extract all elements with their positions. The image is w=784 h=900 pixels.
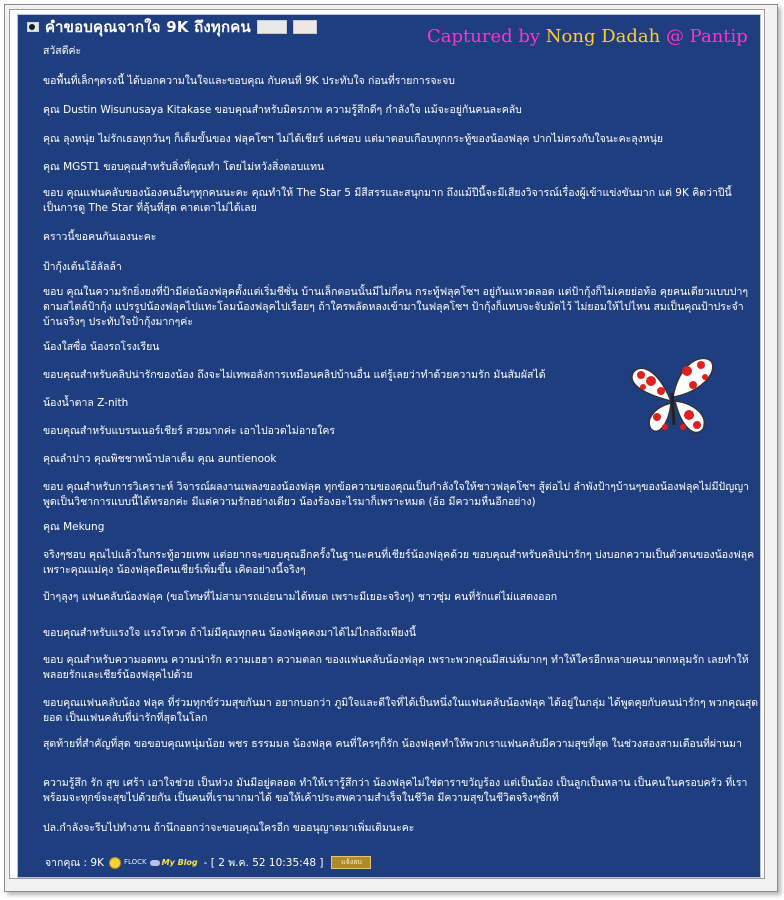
post-paragraph: น้องใสซื่อ น้องรถโรงเรียน — [43, 341, 160, 353]
post-paragraph: ขอบคุณสำหรับแรงใจ แรงโหวต ถ้าไม่มีคุณทุกคน น้องฟลุคคงมาได้ไม่ไกลถึงเพียงนี้ — [43, 627, 417, 639]
post-paragraph: ขอบคุณแฟนคลับน้อง ฟลุค ที่ร่วมทุกข์ร่วมสุขกันมา อยากบอกว่า ภูมิใจและดีใจที่ได้เป็นหนึ่งในแฟนคลับน้องฟลุค ได้อยู่ในกลุ่ม ได้พูดคุยกับคนน่ารักๆ พวกคุณสุดยอด เป็นแฟนคลับที่น่ารักที่สุดในโลก — [43, 697, 759, 724]
author-label[interactable]: จากคุณ : 9K — [45, 857, 104, 869]
captured-suffix: @ Pantip — [660, 26, 748, 47]
post-paragraph: คุณ Mekung — [43, 521, 105, 533]
post-paragraph: ขอบ คุณแฟนคลับของน้องคนอื่นๆทุกคนนะคะ คุณทำให้ The Star 5 มีสีสรรและสนุกมาก ถึงแม้ปีนี้จะมีเสียงวิจารณ์เรื่องผู้เข้าแข่งขันมาก แต่ 9K คิดว่าปีนี้เป็นการดู The Star ที่ลุ้นที่สุด คาดเดาไม่ได้เลย — [43, 187, 732, 214]
post-paragraph: ป้ากุ้งเต้นโอ้ลัลล้า — [43, 261, 122, 273]
post-paragraph: น้องน้ำตาล Z-nith — [43, 397, 129, 409]
flock-tag: FLOCK — [123, 858, 147, 866]
captured-prefix: Captured by — [427, 26, 546, 47]
post-paragraph: คุณลำปาว คุณพิชชาหน้าปลาเค็ม คุณ auntienook — [43, 453, 277, 465]
post-paragraph: ขอบ คุณสำหรับการวิเคราะห์ วิจารณ์ผลงานเพลงของน้องฟลุค ทุกข้อความของคุณเป็นกำลังใจให้ชาวฟลุคโซฯ สู้ต่อไป ลำพังป้าๆบ้านๆของน้องฟลุคไม่มีปัญญาพูดเป็นวิชาการแบบนี้ได้หรอกค่ะ มีแต่ความรักอย่างเดียว น้องร้องอะไรมาก็เพราะหมด (อ้อ มีความหื่นอีกอย่าง) — [43, 481, 749, 508]
post-paragraph: ขอบ คุณสำหรับความอดทน ความน่ารัก ความเฮฮา ความตลก ของแฟนคลับน้องฟลุค เพราะพวกคุณมีสเน่ห์มากๆ ทำให้ใครอีกหลายคนมาตกหลุมรัก เลยทำให้พลอยรักและเชียร์น้องฟลุคไปด้วย — [43, 654, 749, 681]
post-paragraph: คุณ Dustin Wisunusaya Kitakase ขอบคุณสำหรับมิตรภาพ ความรู้สึกดีๆ กำลังใจ แม้จะอยู่กันคนละคลับ — [43, 104, 522, 116]
post-paragraph: ขอบคุณสำหรับแบรนเนอร์เชียร์ สวยมากค่ะ เอาไปอวดไม่อายใคร — [43, 425, 335, 437]
post-paragraph: คุณ ลุงหนุ่ย ไม่รักเธอทุกวันๆ ก็เต็มขั้นของ ฟลุคโซฯ ไม่ได้เชียร์ แค่ชอบ แต่มาตอบเกือบทุกกระทู้ของน้องฟลุค ปากไม่ตรงกับใจนะคะลุงหนุ่ย — [43, 133, 664, 145]
post-datetime: - [ 2 พ.ค. 52 10:35:48 ] — [203, 857, 324, 869]
smiley-icon — [109, 857, 121, 869]
post-paragraph: ขอบคุณสำหรับคลิปน่ารักของน้อง ถึงจะไม่เทพอลังการเหมือนคลิปบ้านอื่น แต่รู้เลยว่าทำด้วยความรัก มันสัมผัสได้ — [43, 369, 546, 381]
my-blog-link[interactable]: My Blog — [161, 858, 198, 867]
post-paragraph: คุณ MGST1 ขอบคุณสำหรับสิ่งที่คุณทำ โดยไม่หวังสิ่งตอบแทน — [43, 161, 325, 173]
post-paragraph: ขอพื้นที่เล็กๆตรงนี้ ได้บอกความในใจและขอบคุณ กับคนที่ 9K ประทับใจ ก่อนที่รายการจะจบ — [43, 75, 455, 87]
post-paragraph: สุดท้ายที่สำคัญที่สุด ขอขอบคุณหนุ่มน้อย พชร ธรรมมล น้องฟลุค คนที่ใครๆก็รัก น้องฟลุคทำให้พวกเราแฟนคลับมีความสุขที่สุด ในช่วงสองสามเดือนที่ผ่านมา — [43, 738, 742, 750]
report-button[interactable]: แจ้งลบ — [331, 856, 371, 869]
post-paragraph: จริงๆชอบ คุณไปแล้วในกระทู้อวยเทพ แต่อยากจะขอบคุณอีกครั้งในฐานะคนที่เชียร์น้องฟลุคด้วย ขอบคุณสำหรับคลิปน่ารักๆ บ่งบอกความเป็นตัวตนของน้องฟลุค เพราะคุณแม่คุง น้องฟลุคมีคนเชียร์เพิ่มขึ้น เคิดอย่างนี้จริงๆ — [43, 549, 755, 576]
bird-icon — [26, 21, 39, 34]
post-title-row — [26, 15, 317, 39]
butterfly-icon — [627, 353, 717, 439]
post-paragraph: คราวนี้ขอคนกันเองนะคะ — [43, 231, 157, 243]
blog-arrow-icon — [150, 860, 160, 866]
emoticon-faces-icon — [257, 20, 287, 34]
post-paragraph: ป้าๆลุงๆ แฟนคลับน้องฟลุค (ขอโทษที่ไม่สามารถเอ่ยนามได้หมด เพราะมีเยอะจริงๆ) ชาวซุ่ม คนที่รักแต่ไม่แสดงออก — [43, 591, 558, 603]
post-paragraph: ความรู้สึก รัก สุข เศร้า เอาใจช่วย เป็นห่วง มันมีอยู่ตลอด ทำให้เรารู้สึกว่า น้องฟลุคไม่ใช่ดาราขวัญร้อง แต่เป็นน้อง เป็นลูกเป็นหลาน เป็นคนในครอบครัว ที่เราพร้อมจะทุกข์จะสุขไปด้วยกัน เป็นคนที่เรามากมาได้ ขอให้เค้าประสพความสำเร็จในชีวิต มีความสุขในชีวิตจริงๆซักที — [43, 777, 748, 804]
post-paragraph: สวัสดีค่ะ — [43, 45, 82, 57]
post-paragraph: ขอบ คุณในความรักยิ่งยงที่ป้ามีต่อน้องฟลุคตั้งแต่เริ่มชีซั่น บ้านเล็กตอนนั้นมีไม่กี่คน กระทู้ฟลุคโซฯ อยู่กันแหวดลอด แต่ป้ากุ้งก็ไม่เคยย่อท้อ คุยคนเดียวแบบปาๆตามสไตล์ป้ากุ้ง แปรรูปน้องฟลุคไปแทะโลมน้องฟลุคไปเรื่อยๆ ถ้าใครพลัดหลงเข้ามาในฟลุคโซฯ ป้ากุ้งก็แทบจะจับมัดไว้ ไม่ยอมให้ไปไหน สมเป็นคุณป้าประจำบ้านจริงๆ ประทับใจป้ากุ้งมากๆค่ะ — [43, 286, 748, 328]
post-paragraph: ปล.กำลังจะรีบไปทำงาน ถ้านึกออกว่าจะขอบคุณใครอีก ขออนุญาตมาเพิ่มเติมนะคะ — [43, 822, 415, 834]
post-footer — [45, 854, 371, 871]
captured-name: Nong Dadah — [545, 26, 661, 47]
post-title: คำขอบคุณจากใจ 9K ถึงทุกคน — [45, 18, 251, 36]
envelope-icon — [293, 20, 317, 34]
